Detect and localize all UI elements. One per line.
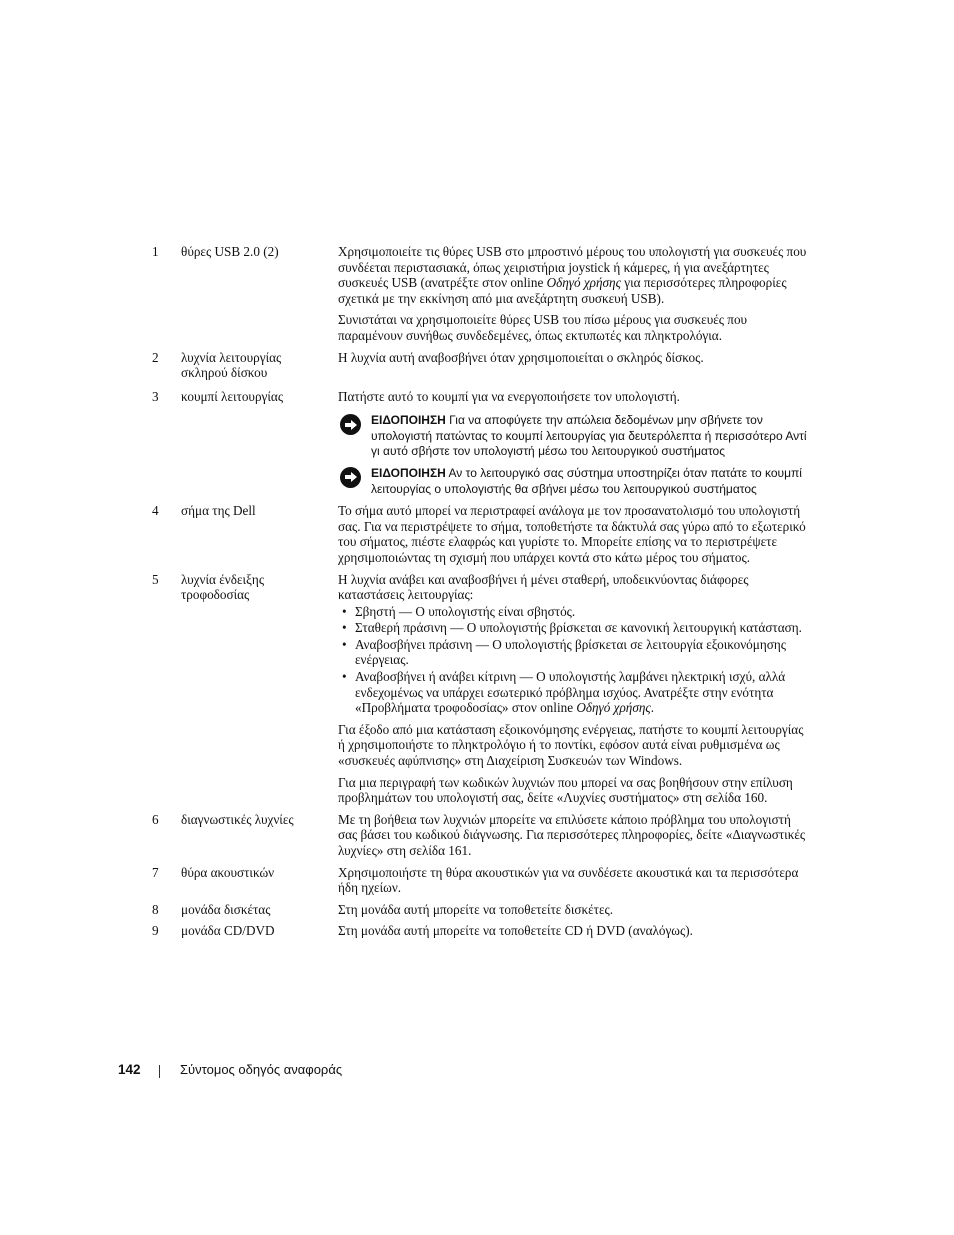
description-paragraph: Στη μονάδα αυτή μπορείτε να τοποθετείτε CD ή DVD (αναλόγως). [338, 923, 693, 939]
row-description [338, 572, 808, 806]
description-paragraph: Το σήμα αυτό μπορεί να περιστραφεί ανάλογα με τον προσανατολισμό του υπολογιστή σας. Για να περιστρέψετε το σήμα, τοποθετήστε τα δάκτυλά σας γύρω από το εξωτερικό του σήματος, πιέστε ελαφρώς και γυρίστε το. Μπορείτε επίσης να το περιστρέψετε χρησιμοποιώντας τη σχισμή που υπάρχει κοντά στο κάτω μέρος του σήματος. [338, 503, 806, 565]
row-number: 8 [152, 901, 159, 917]
table-row [0, 865, 954, 896]
description-paragraph: Η λυχνία ανάβει και αναβοσβήνει ή μένει σταθερή, υποδεικνύοντας διάφορες καταστάσεις λειτουργίας: [338, 571, 749, 603]
table-row [0, 389, 954, 498]
footer-title: Σύντομος οδηγός αναφοράς [180, 1062, 343, 1077]
table-row [0, 923, 954, 939]
table-row [0, 244, 954, 344]
row-description [338, 923, 808, 939]
row-description [338, 902, 808, 918]
row-number: 7 [152, 864, 159, 880]
list-item: • Αναβοσβήνει ή ανάβει κίτρινη — Ο υπολογιστής λαμβάνει ηλεκτρική ισχύ, αλλά ενδεχομένως να υπάρχει εσωτερικό πρόβλημα ισχύος. Ανατρέξτε στην ενότητα «Προβλήματα τροφοδοσίας» στον online Οδηγό χρήσης. [338, 669, 808, 716]
row-description [338, 812, 808, 859]
notice-title: ΕΙΔΟΠΟΙΗΣΗ [371, 465, 446, 480]
notice-title: ΕΙΔΟΠΟΙΗΣΗ [371, 413, 446, 428]
row-label: σήμα της Dell [181, 503, 256, 519]
row-label: κουμπί λειτουργίας [181, 388, 284, 404]
row-label: λυχνία λειτουργίας σκληρού δίσκου [181, 349, 282, 381]
notice-text: Για να αποφύγετε την απώλεια δεδομένων μην σβήνετε τον υπολογιστή πατώντας το κουμπί λειτουργίας για δευτερόλεπτα ή περισσότερο Αντί γι αυτό σβήστε τον υπολογιστή μέσω του λειτουργικού συστήματος [371, 413, 807, 459]
page-footer [0, 1062, 954, 1082]
description-paragraph: Με τη βοήθεια των λυχνιών μπορείτε να επιλύσετε κάποιο πρόβλημα του υπολογιστή σας βάσει του κωδικού διάγνωσης. Για περισσότερες πληροφορίες, δείτε «Διαγνωστικές λυχνίες» στη σελίδα 161. [338, 811, 806, 858]
row-description [338, 244, 808, 344]
row-number: 5 [152, 571, 159, 587]
row-number: 1 [152, 244, 159, 259]
table-row [0, 812, 954, 859]
description-paragraph: Συνιστάται να χρησιμοποιείτε θύρες USB του πίσω μέρους για συσκευές που παραμένουν συνήθως συνδεδεμένες, όπως εκτυπωτές και πληκτρολόγια. [338, 312, 748, 343]
row-description [338, 350, 808, 381]
notice-icon [340, 414, 361, 435]
list-item: • Σβηστή — Ο υπολογιστής είναι σβηστός. [338, 604, 808, 620]
notice-box [338, 413, 808, 460]
row-description [338, 389, 808, 498]
notice-icon [340, 467, 361, 488]
row-number: 4 [152, 503, 159, 519]
description-paragraph: Χρησιμοποιήστε τη θύρα ακουστικών για να συνδέσετε ακουστικά και τα περισσότερα ήδη ηχείων. [338, 864, 799, 896]
page-number: 142 [118, 1062, 141, 1077]
row-label: θύρες USB 2.0 (2) [181, 244, 279, 259]
list-item: • Αναβοσβήνει πράσινη — Ο υπολογιστής βρίσκεται σε λειτουργία εξοικονόμησης ενέργειας. [338, 637, 808, 668]
description-paragraph: Για μια περιγραφή των κωδικών λυχνιών που μπορεί να σας βοηθήσουν στην επίλυση προβλημάτων του υπολογιστή σας, δείτε «Λυχνίες συστήματος» στη σελίδα 160. [338, 774, 793, 806]
description-paragraph: Η λυχνία αυτή αναβοσβήνει όταν χρησιμοποιείται ο σκληρός δίσκος. [338, 349, 704, 365]
guide-reference: Οδηγό χρήσης [546, 275, 621, 291]
row-number: 2 [152, 349, 159, 365]
list-item: • Σταθερή πράσινη — Ο υπολογιστής βρίσκεται σε κανονική λειτουργική κατάσταση. [338, 620, 808, 636]
row-label: μονάδα CD/DVD [181, 923, 275, 939]
description-paragraph: Για έξοδο από μια κατάσταση εξοικονόμησης ενέργειας, πατήστε το κουμπί λειτουργίας ή χρησιμοποιήστε το πληκτρολόγιο ή το ποντίκι, εφόσον αυτά είναι ρυθμισμένα ως «συσκευές αφύπνισης» στη Διαχείριση Συσκευών των Windows. [338, 721, 804, 769]
row-number: 9 [152, 923, 159, 939]
row-number: 3 [152, 388, 159, 404]
table-row [0, 503, 954, 565]
row-number: 6 [152, 811, 159, 827]
table-row [0, 350, 954, 381]
description-paragraph: Χρησιμοποιείτε τις θύρες USB στο μπροστινό μέρους του υπολογιστή για συσκευές που συνδέεται περιστασιακά, όπως χειριστήρια joystick ή κάμερες, ή για ανεξάρτητες συσκευές USB (ανατρέξτε στον online Οδηγό χρήσης για περισσότερες πληροφορίες σχετικά με την εκκίνηση από μια ανεξάρτητη συσκευή USB). [338, 244, 807, 306]
row-label: λυχνία ένδειξης τροφοδοσίας [181, 571, 265, 603]
row-label: μονάδα δισκέτας [181, 901, 271, 917]
description-paragraph: Πατήστε αυτό το κουμπί για να ενεργοποιήσετε τον υπολογιστή. [338, 388, 680, 404]
notice-box [338, 466, 808, 497]
footer-divider [159, 1065, 160, 1078]
row-label: θύρα ακουστικών [181, 864, 275, 880]
row-description [338, 503, 808, 565]
description-paragraph: Στη μονάδα αυτή μπορείτε να τοποθετείτε δισκέτες. [338, 901, 614, 917]
notice-text: Αν το λειτουργικό σας σύστημα υποστηρίζει όταν πατάτε το κουμπί λειτουργίας ο υπολογιστής θα σβήνει μέσω του λειτουργικού συστήματος [371, 465, 802, 496]
table-row [0, 572, 954, 806]
row-label: διαγνωστικές λυχνίες [181, 811, 294, 827]
row-description [338, 865, 808, 896]
table-row [0, 902, 954, 918]
component-table [0, 244, 954, 945]
status-list [338, 604, 808, 716]
guide-reference: Οδηγό χρήσης [576, 700, 651, 716]
